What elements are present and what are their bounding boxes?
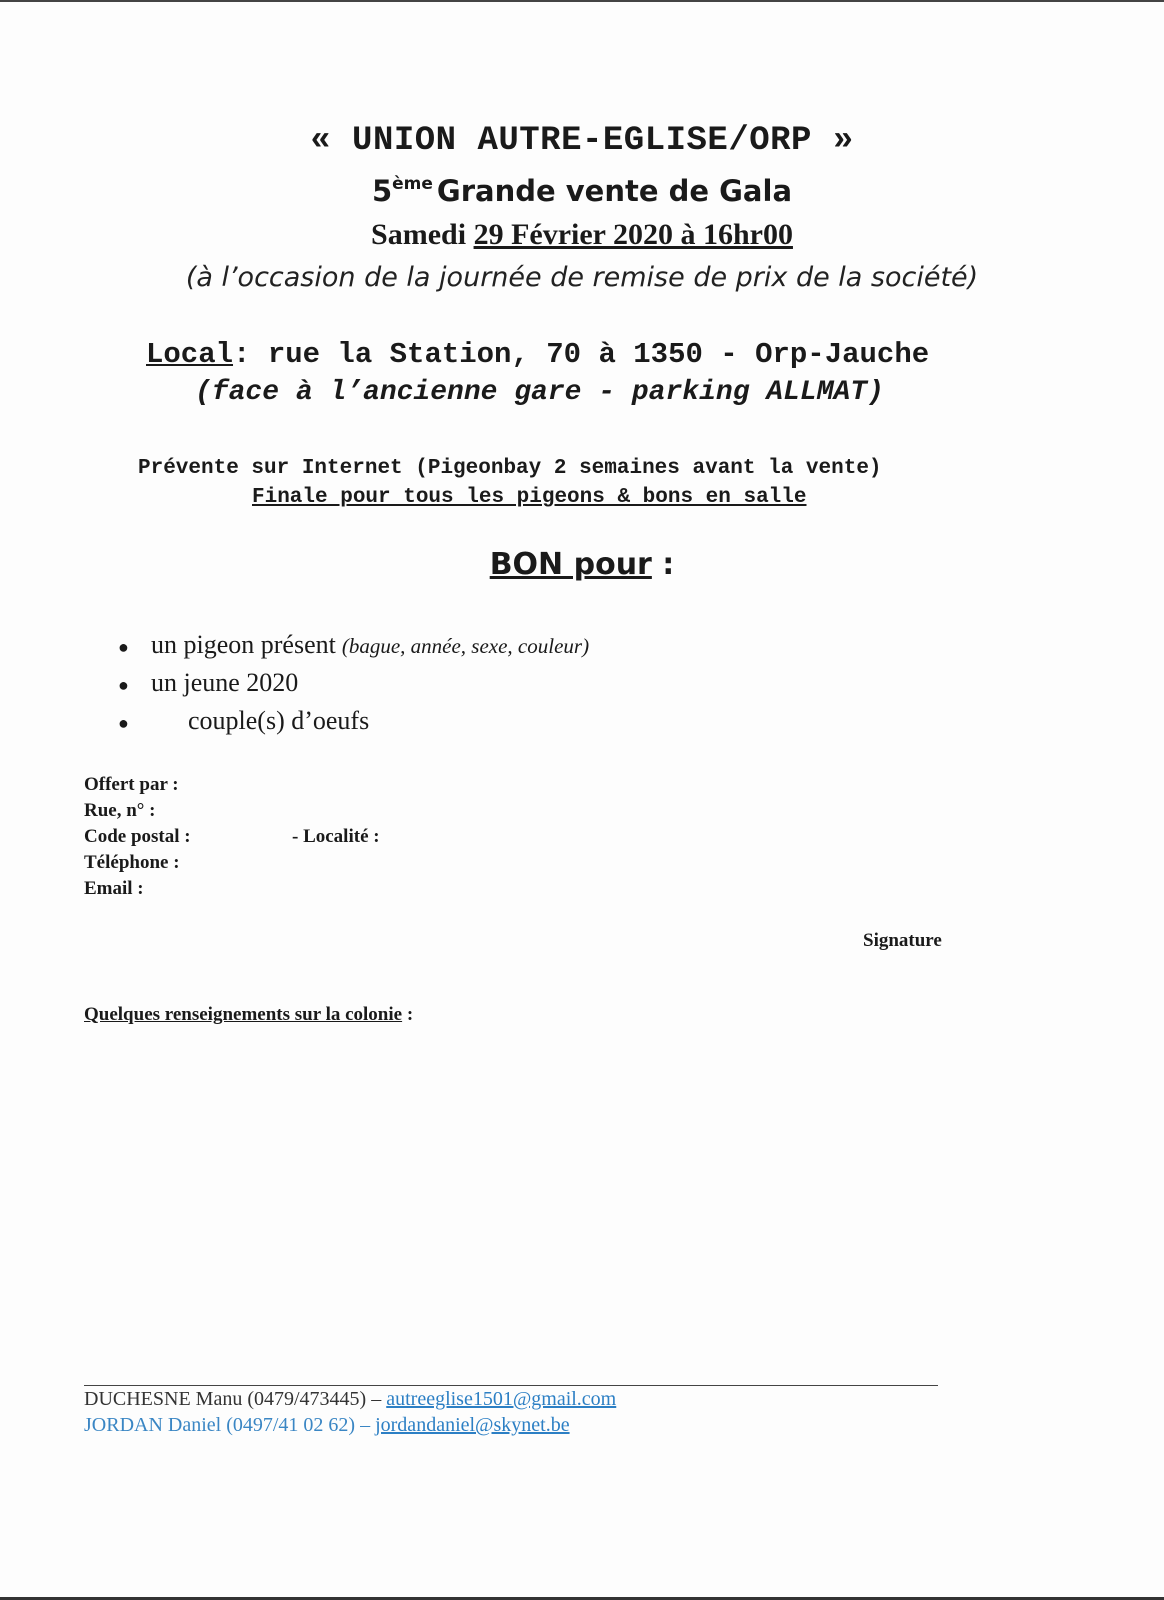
offert-par-label: Offert par : (84, 774, 179, 795)
telephone-label: Téléphone : (84, 852, 180, 873)
bullet-icon: ● (118, 637, 129, 657)
code-postal-row (84, 824, 380, 850)
footer-divider (84, 1385, 938, 1386)
email-label: Email : (84, 878, 144, 899)
contact-email-link[interactable]: jordandaniel@skynet.be (375, 1414, 570, 1436)
colony-info-heading (84, 1004, 413, 1026)
code-postal-label: Code postal : (84, 826, 191, 847)
option-text: un jeune 2020 (151, 668, 299, 697)
bullet-icon: ● (118, 675, 129, 695)
date-prefix: Samedi (371, 218, 467, 251)
location-label: Local (146, 338, 234, 371)
location-address: : rue la Station, 70 à 1350 - Orp-Jauche (233, 338, 930, 371)
option-note: (bague, année, sexe, couleur) (341, 634, 590, 658)
bon-title: BON pour (489, 547, 652, 582)
localite-label: - Localité : (292, 826, 380, 847)
presale-info: Prévente sur Internet (Pigeonbay 2 semaines avant la vente) (138, 457, 882, 480)
rue-label: Rue, n° : (84, 800, 156, 821)
date-main: 29 Février 2020 à 16hr00 (473, 218, 793, 251)
bon-options-list (118, 630, 589, 744)
location-line (146, 338, 929, 371)
list-item (118, 706, 589, 744)
contact-name: JORDAN Daniel (0497/41 02 62) – (84, 1414, 376, 1436)
donor-form (84, 772, 380, 902)
contact-jordan (84, 1414, 570, 1437)
final-sale-info: Finale pour tous les pigeons & bons en salle (252, 486, 807, 509)
contact-duchesne (84, 1388, 616, 1411)
edition-label: Grande vente de Gala (436, 174, 793, 208)
edition-number: 5 (371, 174, 393, 208)
option-text: couple(s) d’oeufs (188, 706, 370, 735)
signature-label: Signature (863, 930, 942, 951)
colony-colon: : (402, 1004, 414, 1025)
list-item (118, 668, 589, 706)
bon-heading (0, 547, 1164, 582)
colony-label: Quelques renseignements sur la colonie (84, 1004, 403, 1025)
event-subtitle (0, 174, 1164, 208)
bon-colon: : (651, 547, 675, 582)
scan-edge-top (0, 0, 1164, 2)
document-title: « UNION AUTRE-EGLISE/ORP » (310, 122, 854, 160)
event-date (0, 218, 1164, 252)
list-item (118, 630, 589, 668)
event-occasion: (à l’occasion de la journée de remise de prix de la société) (185, 262, 979, 293)
bullet-icon: ● (118, 713, 129, 733)
edition-superscript: ème (392, 174, 433, 194)
contact-email-link[interactable]: autreeglise1501@gmail.com (386, 1388, 617, 1410)
location-note: (face à l’ancienne gare - parking ALLMAT) (195, 377, 884, 408)
contact-name: DUCHESNE Manu (0479/473445) – (84, 1388, 387, 1410)
option-text: un pigeon présent (151, 630, 336, 659)
